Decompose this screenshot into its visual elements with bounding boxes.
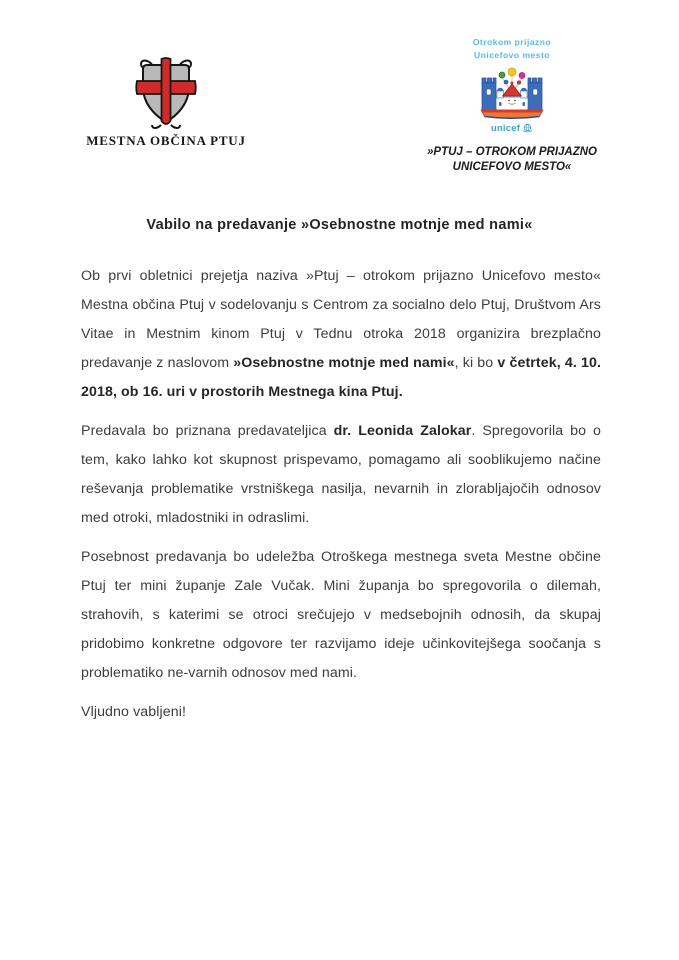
bold-text-run: »Osebnostne motnje med nami«	[233, 355, 455, 371]
bold-text-run: v četrtek, 4. 10. 2018, ob 16. uri v prostorih Mestnega kina Ptuj.	[81, 355, 602, 400]
program-caption-line1: »PTUJ – OTROKOM PRIJAZNO	[427, 146, 597, 158]
unicef-wordmark: unicef	[490, 123, 521, 134]
unicef-tagline-line2: Unicefovo mesto	[474, 50, 550, 60]
unicef-tagline-line1: Otrokom prijazno	[472, 37, 552, 47]
document-title: Vabilo na predavanje »Osebnostne motnje med nami«	[146, 217, 533, 233]
text-run: , ki bo	[454, 355, 498, 371]
ptuj-municipality-logo	[86, 56, 246, 149]
unicef-wordmark-row	[410, 123, 614, 134]
text-run: Vljudno vabljeni!	[81, 704, 187, 720]
unicef-globe-icon	[522, 123, 533, 134]
document-body	[81, 262, 601, 737]
text-run: Ob prvi obletnici prejetja naziva »Ptuj – otrokom prijazno Unicefovo mesto« Mestna občina Ptuj v sodelovanju s Centrom za socialno delo Ptuj, Društvom Ars Vitae in Mestnim kinom Ptuj v Tednu otroka 2018 organizira brezplačno predavanje z naslovom	[81, 268, 601, 371]
unicef-program-logo	[410, 36, 614, 174]
text-run: Predavala bo priznana predavateljica	[81, 423, 334, 439]
ptuj-coat-of-arms-icon	[134, 56, 198, 130]
program-caption	[410, 145, 614, 174]
closing-line	[81, 698, 601, 727]
text-run: . Spregovorila bo o tem, kako lahko kot skupnost prispevamo, pomagamo ali sooblikujemo načine reševanja problematike vrstniškega nasilja, nevarnih in zlorabljajočih odnosov med otroki, mladostniki in odraslimi.	[81, 423, 602, 526]
child-friendly-city-castle-icon	[479, 67, 545, 119]
bold-text-run: dr. Leonida Zalokar	[333, 423, 472, 439]
body-paragraph	[81, 417, 601, 533]
municipality-name: MESTNA OBČINA PTUJ	[86, 133, 246, 148]
program-caption-line2: UNICEFOVO MESTO«	[452, 160, 572, 173]
text-run: Posebnost predavanja bo udeležba Otroškega mestnega sveta Mestne občine Ptuj ter mini županje Zale Vučak. Mini županja bo spregovorila o dilemah, strahovih, s katerimi se otroci srečujejo v medsebojnih odnosih, da skupaj pridobimo konkretne odgovore ter razvijamo ideje učinkovitejšega soočanja s problematiko ne-varnih odnosov med nami.	[81, 549, 601, 681]
body-paragraph	[81, 543, 601, 688]
body-paragraph	[81, 262, 601, 407]
